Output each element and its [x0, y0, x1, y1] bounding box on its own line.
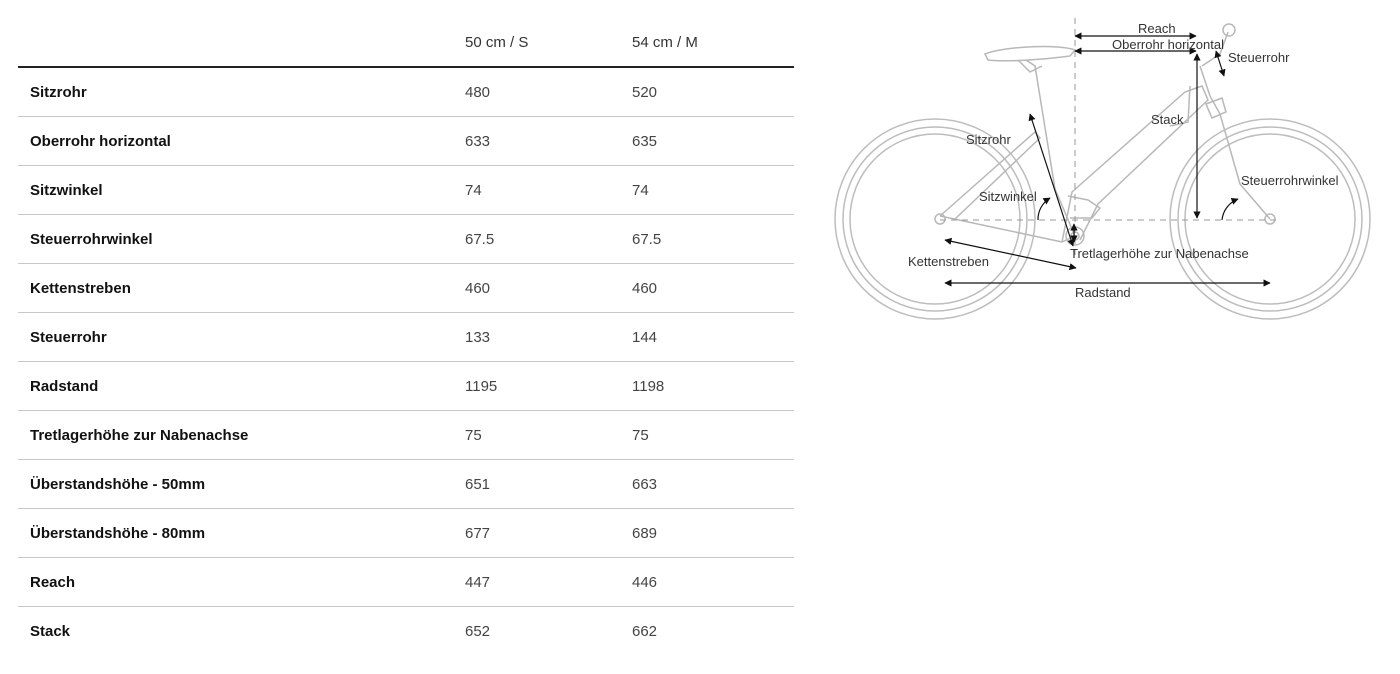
table-row [18, 313, 794, 362]
label-sitzrohr: Sitzrohr [966, 132, 1011, 147]
label-steuerrohrwinkel: Steuerrohrwinkel [1241, 173, 1339, 188]
row-label: Steuerrohrwinkel [18, 215, 465, 264]
cell-size-s: 133 [465, 313, 632, 362]
table-header-row [18, 18, 794, 67]
cell-size-s: 447 [465, 558, 632, 607]
row-label: Steuerrohr [18, 313, 465, 362]
row-label: Stack [30, 622, 71, 640]
cell-size-m: 520 [632, 67, 794, 117]
cell-size-s: 1195 [465, 362, 632, 411]
row-label: Reach [18, 558, 465, 607]
table-row [18, 215, 794, 264]
table-row [18, 264, 794, 313]
row-label: Oberrohr horizontal [18, 117, 465, 166]
cell-size-m: 663 [632, 460, 794, 509]
column-header-size-s: 50 cm / S [465, 18, 632, 67]
column-header-size-m: 54 cm / M [632, 18, 794, 67]
table-row [18, 117, 794, 166]
row-label: Überstandshöhe - 80mm [18, 509, 465, 558]
cell-size-s: 677 [465, 509, 632, 558]
geometry-table [18, 18, 794, 655]
cell-size-s: 67.5 [465, 215, 632, 264]
header-empty [18, 18, 465, 67]
cell-size-s: 74 [465, 166, 632, 215]
cell-size-s: 480 [465, 67, 632, 117]
label-tretlagerhoehe: Tretlagerhöhe zur Nabenachse [1070, 246, 1249, 261]
label-stack: Stack [1151, 112, 1184, 127]
table-row [18, 166, 794, 215]
row-label: Tretlagerhöhe zur Nabenachse [18, 411, 465, 460]
cell-size-m: 460 [632, 264, 794, 313]
label-oberrohr-horizontal: Oberrohr horizontal [1112, 37, 1224, 52]
cell-size-m: 144 [632, 313, 794, 362]
cell-size-m: 1198 [632, 362, 794, 411]
cell-size-s: 75 [465, 411, 632, 460]
row-label: Radstand [18, 362, 465, 411]
table-row [18, 411, 794, 460]
cell-size-m: 689 [632, 509, 794, 558]
cell-size-s: 633 [465, 117, 632, 166]
row-label: Kettenstreben [18, 264, 465, 313]
cell-size-m: 67.5 [632, 215, 794, 264]
cell-size-m: 74 [632, 166, 794, 215]
cell-size-m: 75 [632, 411, 794, 460]
table-row [18, 460, 794, 509]
table-row [18, 558, 794, 607]
label-kettenstreben: Kettenstreben [908, 254, 989, 269]
label-reach: Reach [1138, 21, 1176, 36]
table-row [18, 67, 794, 117]
label-radstand: Radstand [1075, 285, 1131, 300]
table-row [18, 607, 794, 656]
cell-size-m: 635 [632, 117, 794, 166]
cell-size-m: 662 [632, 622, 658, 640]
cell-size-s: 652 [465, 622, 491, 640]
row-label: Sitzwinkel [18, 166, 465, 215]
table-row [18, 509, 794, 558]
cell-size-s: 651 [465, 460, 632, 509]
row-label: Überstandshöhe - 50mm [18, 460, 465, 509]
cell-size-m: 446 [632, 558, 794, 607]
bike-geometry-diagram [830, 14, 1390, 334]
label-sitzwinkel: Sitzwinkel [979, 189, 1037, 204]
row-label: Sitzrohr [18, 67, 465, 117]
table-row [18, 362, 794, 411]
label-steuerrohr: Steuerrohr [1228, 50, 1290, 65]
cell-size-s: 460 [465, 264, 632, 313]
